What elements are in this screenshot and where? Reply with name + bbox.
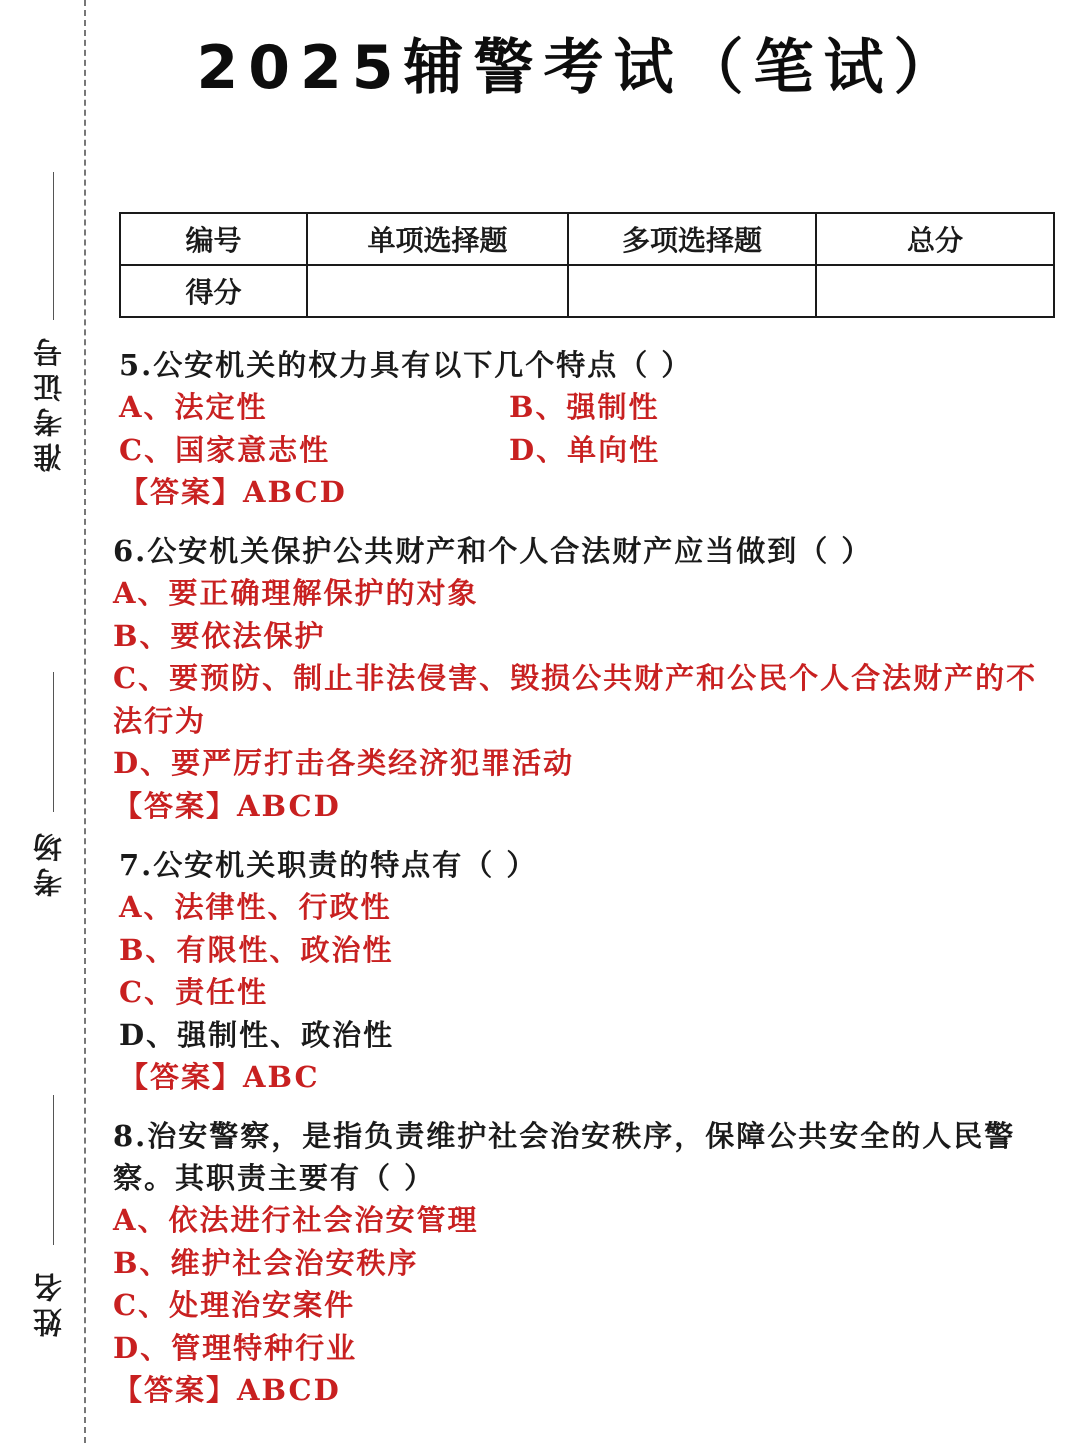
option-a: A、法律性、行政性 [119,890,392,924]
header-multiple-choice: 多项选择题 [568,213,816,265]
option-b: B、维护社会治安秩序 [113,1245,419,1280]
score-cell-multiple-choice [568,265,816,317]
option-b: B、有限性、政治性 [119,932,394,967]
question-stem: 6.公安机关保护公共财产和个人合法财产应当做到（ ） [113,534,873,568]
header-number: 编号 [120,213,307,265]
option-d: D、强制性、政治性 [119,1017,395,1052]
header-total: 总分 [816,213,1054,265]
exam-room-blank-line [53,672,54,812]
binding-dashed-line [84,0,86,1443]
question-8 [113,1115,1058,1412]
question-stem: 7.公安机关职责的特点有（ ） [119,848,538,882]
score-table-header-row [120,213,1054,265]
option-a: A、依法进行社会治安管理 [113,1203,479,1237]
question-stem: 8.治安警察，是指负责维护社会治安秩序，保障公共安全的人民警察。其职责主要有（ ） [113,1119,1016,1195]
answer-key: 【答案】ABCD [119,475,347,509]
score-table [119,212,1055,318]
option-b: B、要依法保护 [113,618,326,653]
name-label: 姓名 [32,1267,66,1337]
exam-id-label: 准考证号 [32,332,66,472]
option-c: C、要预防、制止非法侵害、毁损公共财产和公民个人合法财产的不法行为 [113,661,1038,738]
option-b: B、强制性 [509,390,660,424]
answer-key: 【答案】ABCD [113,1373,341,1407]
question-5 [119,344,1064,514]
option-a: A、要正确理解保护的对象 [113,576,479,610]
score-cell-single-choice [307,265,568,317]
question-6 [113,530,1058,827]
option-d: D、要严厉打击各类经济犯罪活动 [113,746,575,780]
option-a: A、法定性 [119,390,268,424]
name-blank-line [53,1095,54,1245]
header-single-choice: 单项选择题 [307,213,568,265]
option-d: D、单向性 [509,432,661,467]
row-label-score: 得分 [120,265,307,317]
score-table-score-row [120,265,1054,317]
question-7 [119,844,1064,1099]
option-row [119,429,1064,472]
question-stem: 5.公安机关的权力具有以下几个特点（ ） [119,348,693,382]
option-d: D、管理特种行业 [113,1330,358,1365]
page-title: 2025辅警考试（笔试） [196,33,964,103]
score-cell-total [816,265,1054,317]
exam-room-label: 考场 [32,827,66,897]
answer-key: 【答案】ABC [119,1060,320,1094]
option-c: C、国家意志性 [119,432,331,467]
option-c: C、处理治安案件 [113,1288,356,1322]
exam-id-blank-line [53,172,54,320]
option-row [119,386,1064,429]
option-c: C、责任性 [119,975,269,1009]
answer-key: 【答案】ABCD [113,788,341,823]
